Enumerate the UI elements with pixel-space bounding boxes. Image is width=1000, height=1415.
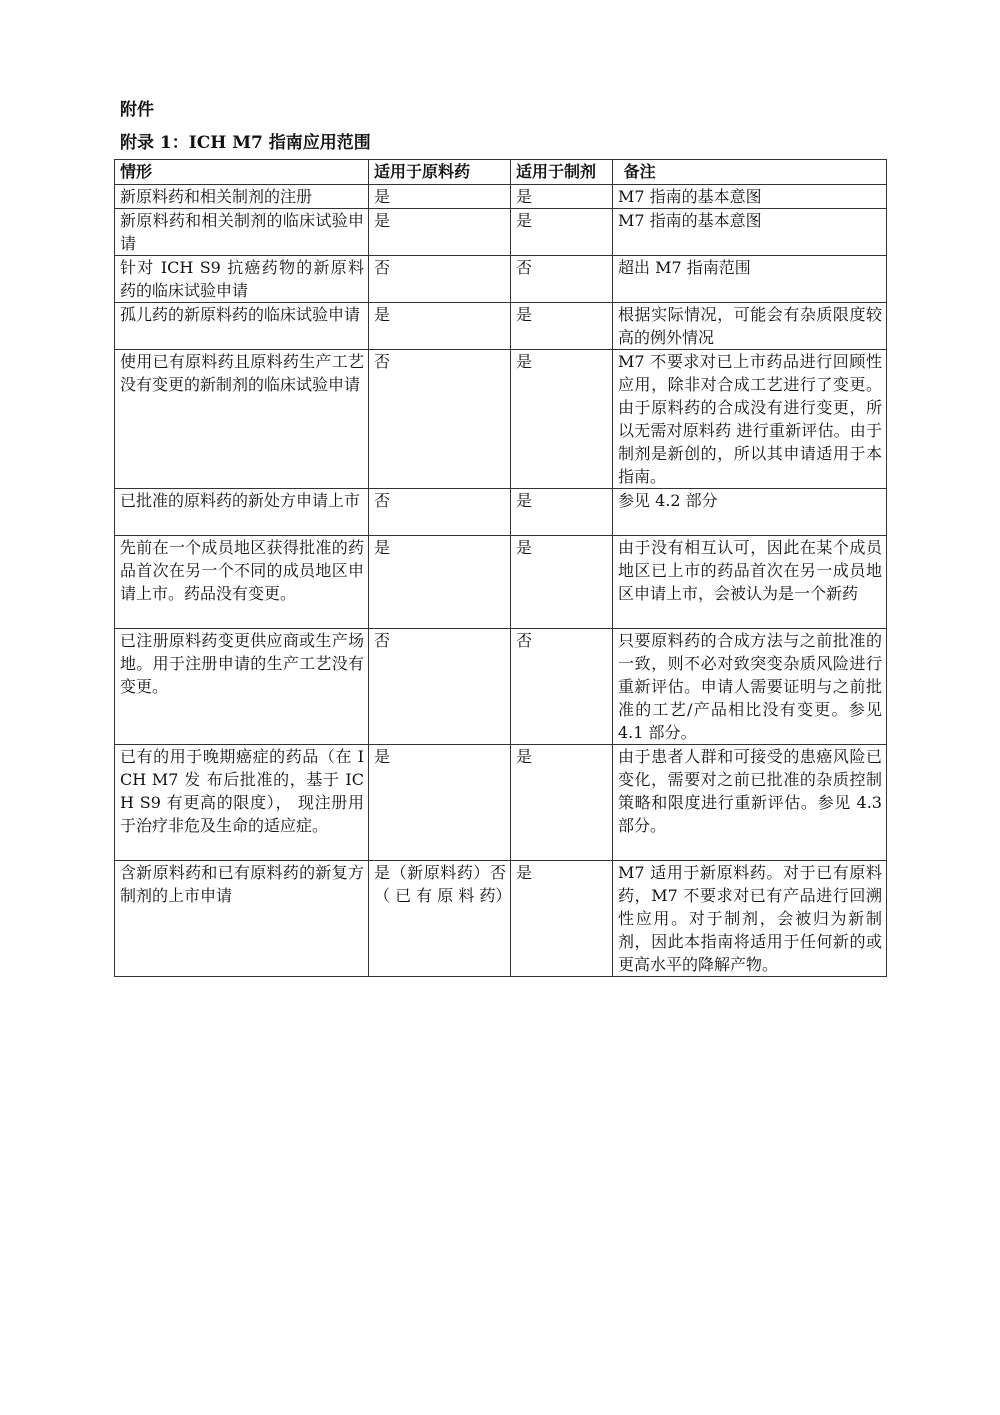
- table-row: [115, 861, 887, 977]
- cell-drug-product: 否: [511, 256, 613, 303]
- table-row: [115, 185, 887, 209]
- cell-note: M7 适用于新原料药。对于已有原料药，M7 不要求对已有产品进行回溯性应用。对于制剂，会被归为新制剂，因此本指南将适用于任何新的或更高水平的降解产物。: [613, 861, 887, 977]
- appendix-title: 附录 1：ICH M7 指南应用范围: [120, 133, 371, 153]
- scope-table: [114, 159, 887, 977]
- cell-drug-substance: 是: [369, 745, 511, 861]
- cell-note: 根据实际情况，可能会有杂质限度较高的例外情况: [613, 303, 887, 350]
- cell-drug-product: 否: [511, 629, 613, 745]
- cell-drug-product: 是: [511, 209, 613, 256]
- attachment-label: 附件: [120, 100, 154, 120]
- table-header-row: [115, 160, 887, 185]
- table-row: [115, 745, 887, 861]
- cell-note: 由于患者人群和可接受的患癌风险已变化，需要对之前已批准的杂质控制策略和限度进行重新评估。参见 4.3 部分。: [613, 745, 887, 861]
- cell-drug-product: 是: [511, 489, 613, 536]
- cell-drug-substance: 否: [369, 629, 511, 745]
- cell-note: M7 不要求对已上市药品进行回顾性应用，除非对合成工艺进行了变更。由于原料药的合成没有进行变更，所以无需对原料药 进行重新评估。由于制剂是新创的，所以其申请适用于本指南。: [613, 350, 887, 489]
- cell-drug-substance: 是（新原料药）否 （ 已 有 原 料 药）: [369, 861, 511, 977]
- cell-drug-product: 是: [511, 745, 613, 861]
- cell-scenario: 已批准的原料药的新处方申请上市: [115, 489, 369, 536]
- table-row: [115, 303, 887, 350]
- cell-note: M7 指南的基本意图: [613, 185, 887, 209]
- cell-drug-substance: 否: [369, 256, 511, 303]
- cell-note: M7 指南的基本意图: [613, 209, 887, 256]
- cell-scenario: 先前在一个成员地区获得批准的药品首次在另一个不同的成员地区申请上市。药品没有变更。: [115, 536, 369, 629]
- cell-drug-product: 是: [511, 303, 613, 350]
- cell-note: 由于没有相互认可，因此在某个成员地区已上市的药品首次在另一成员地区申请上市，会被认为是一个新药: [613, 536, 887, 629]
- cell-scenario: 含新原料药和已有原料药的新复方制剂的上市申请: [115, 861, 369, 977]
- cell-drug-product: 是: [511, 861, 613, 977]
- cell-drug-substance: 否: [369, 489, 511, 536]
- cell-scenario: 针对 ICH S9 抗癌药物的新原料药的临床试验申请: [115, 256, 369, 303]
- header-drug-product: 适用于制剂: [511, 160, 613, 185]
- cell-scenario: 已有的用于晚期癌症的药品（在 ICH M7 发 布后批准的，基于 ICH S9 有更高的限度）， 现注册用于治疗非危及生命的适应症。: [115, 745, 369, 861]
- cell-drug-substance: 是: [369, 185, 511, 209]
- cell-scenario: 孤儿药的新原料药的临床试验申请: [115, 303, 369, 350]
- cell-note: 超出 M7 指南范围: [613, 256, 887, 303]
- header-scenario: 情形: [115, 160, 369, 185]
- table-row: [115, 209, 887, 256]
- cell-scenario: 已注册原料药变更供应商或生产场地。用于注册申请的生产工艺没有变更。: [115, 629, 369, 745]
- cell-drug-substance: 否: [369, 350, 511, 489]
- cell-drug-substance: 是: [369, 209, 511, 256]
- cell-scenario: 新原料药和相关制剂的注册: [115, 185, 369, 209]
- cell-drug-substance: 是: [369, 536, 511, 629]
- cell-drug-product: 是: [511, 185, 613, 209]
- table-row: [115, 350, 887, 489]
- cell-drug-product: 是: [511, 350, 613, 489]
- table-row: [115, 256, 887, 303]
- header-note: 备注: [613, 160, 887, 185]
- table-row: [115, 489, 887, 536]
- cell-scenario: 使用已有原料药且原料药生产工艺没有变更的新制剂的临床试验申请: [115, 350, 369, 489]
- table-row: [115, 536, 887, 629]
- header-drug-substance: 适用于原料药: [369, 160, 511, 185]
- cell-drug-substance: 是: [369, 303, 511, 350]
- cell-scenario: 新原料药和相关制剂的临床试验申请: [115, 209, 369, 256]
- table-row: [115, 629, 887, 745]
- cell-note: 只要原料药的合成方法与之前批准的一致，则不必对致突变杂质风险进行重新评估。申请人需要证明与之前批准的工艺/产品相比没有变更。参见 4.1 部分。: [613, 629, 887, 745]
- cell-drug-product: 是: [511, 536, 613, 629]
- cell-note: 参见 4.2 部分: [613, 489, 887, 536]
